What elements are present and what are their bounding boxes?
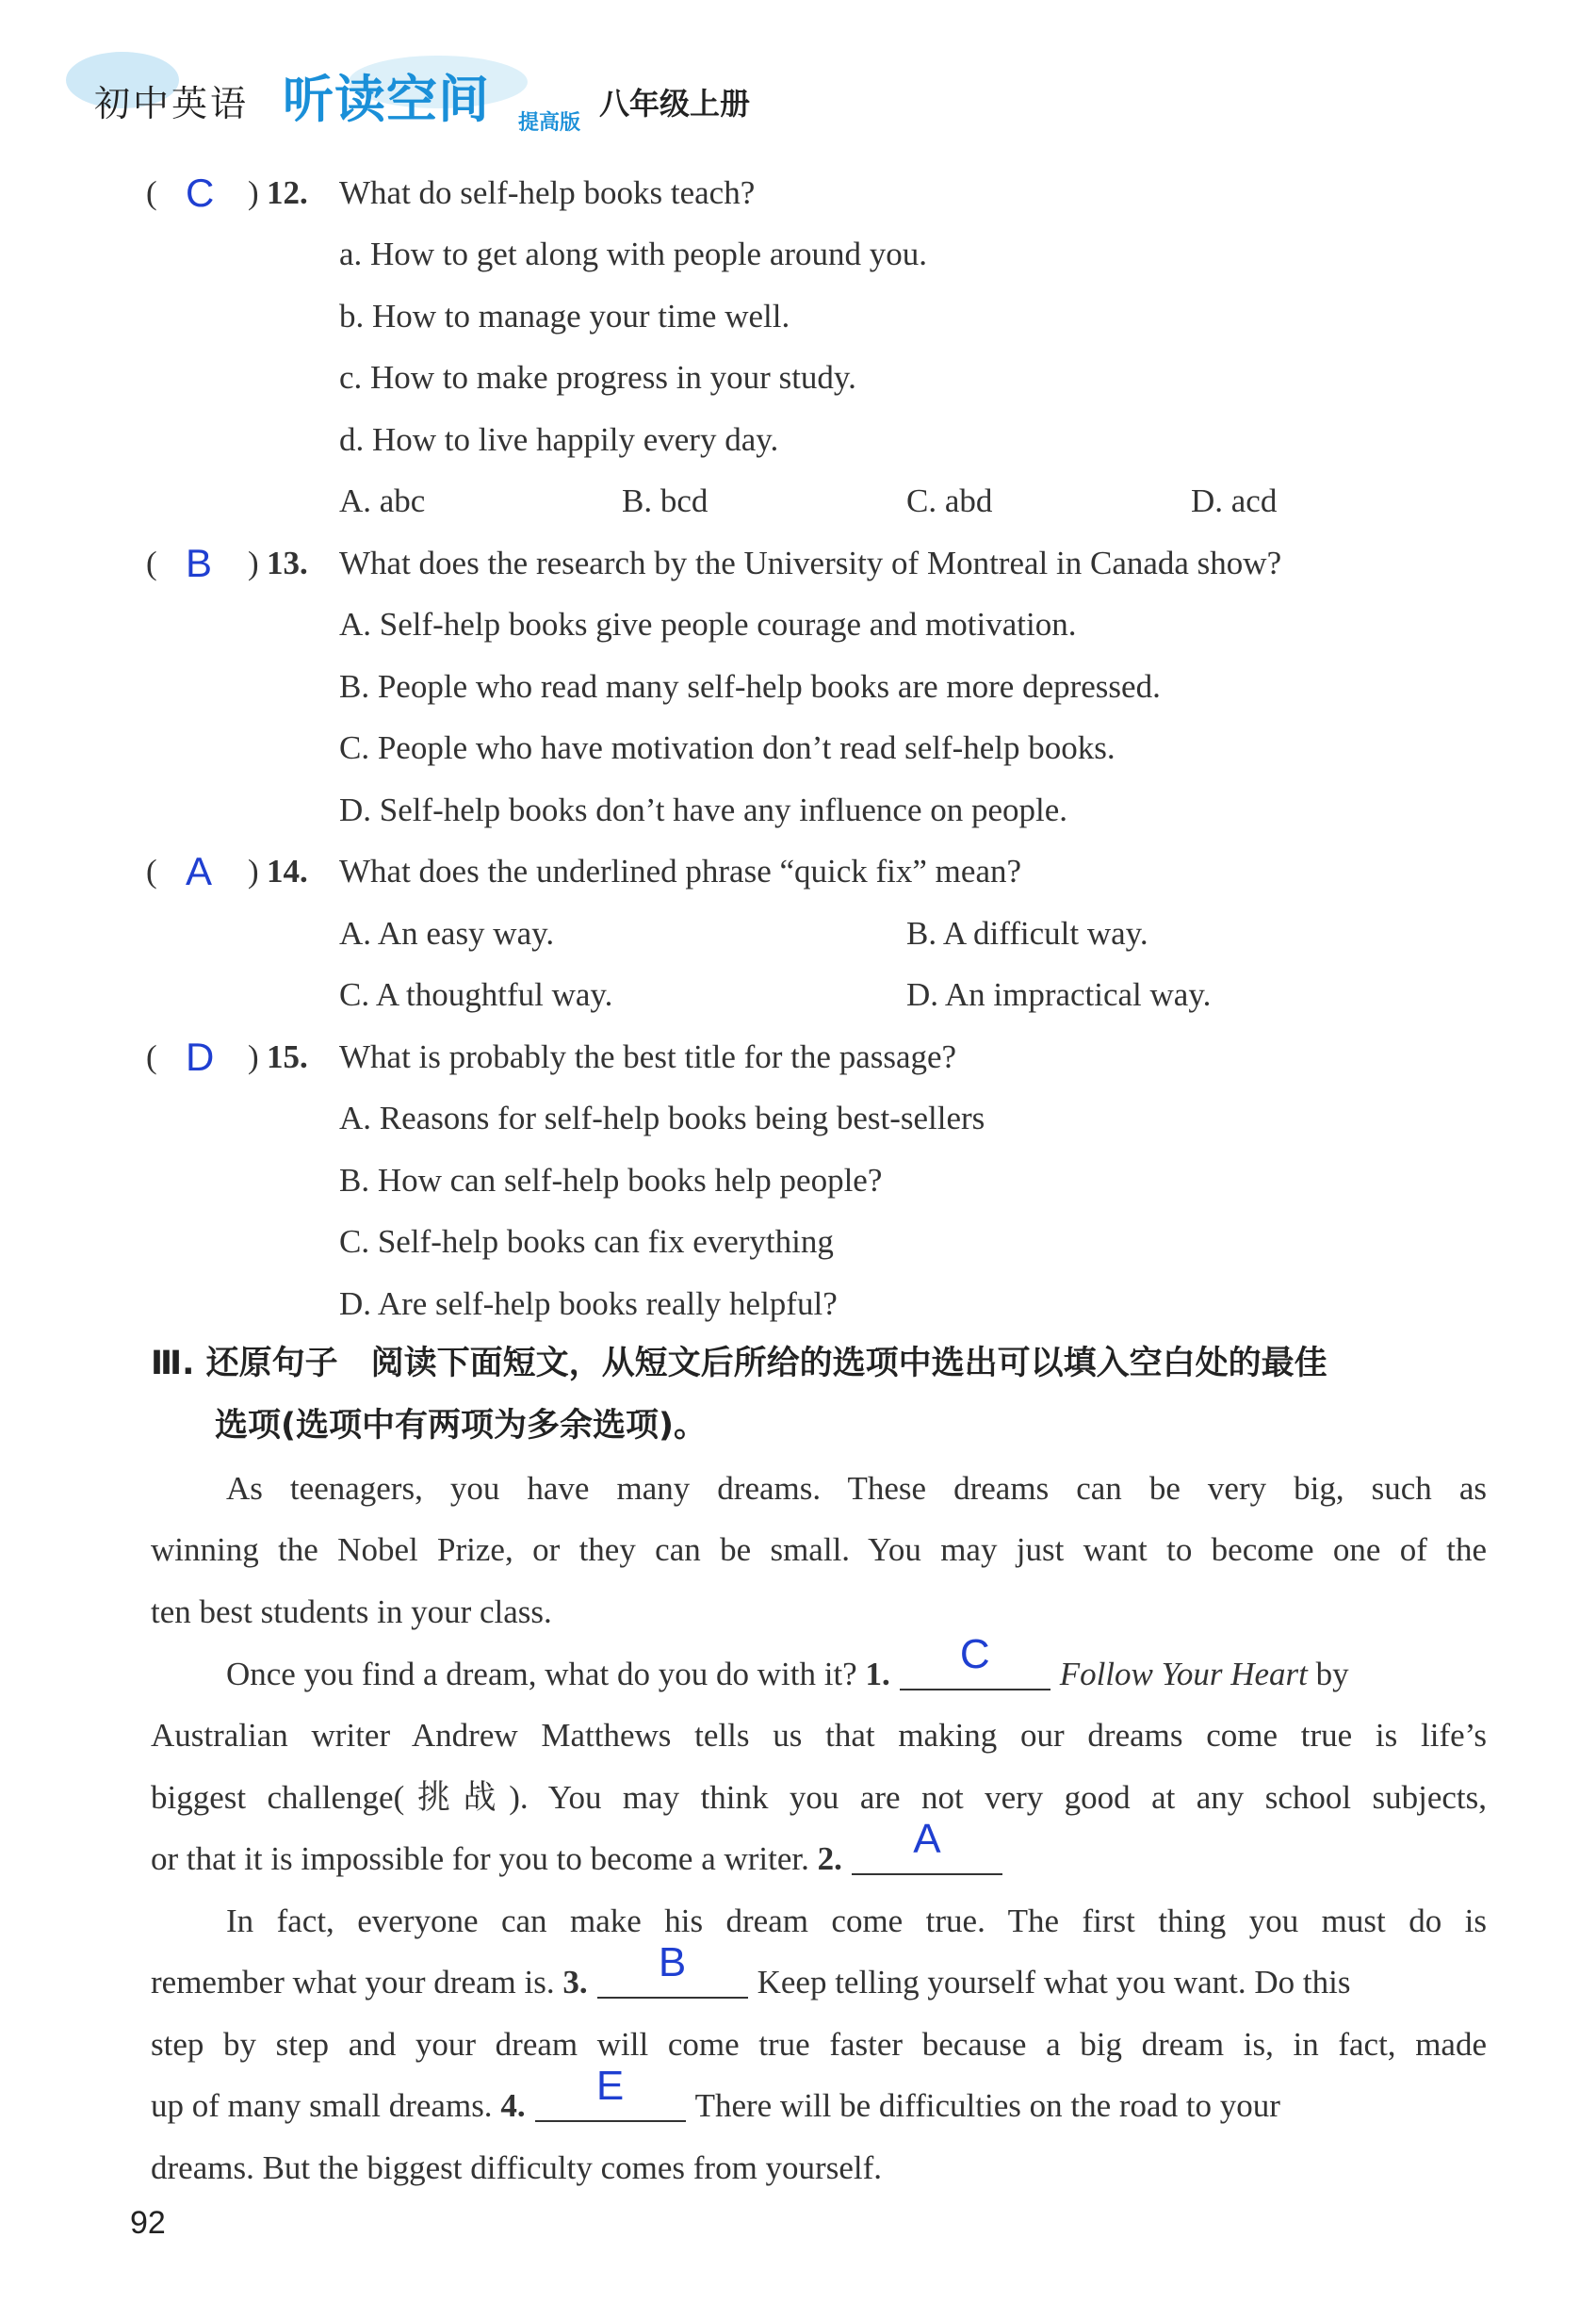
answer-mark: B (186, 541, 213, 585)
question-text: What is probably the best title for the passage? (339, 1038, 957, 1075)
blank-answer: A (913, 1816, 941, 1862)
passage-line: Australian writer Andrew Matthews tells us that making our dreams come true is life’s (151, 1717, 1487, 1754)
passage-line: dreams. But the biggest difficulty comes from yourself. (151, 2149, 882, 2186)
option-d: D. An impractical way. (906, 976, 1212, 1013)
blank-number: 4. (500, 2087, 526, 2124)
passage-line-blank-2: or that it is impossible for you to become a writer. 2. A (151, 1840, 1487, 1878)
passage-line: As teenagers, you have many dreams. These dreams can be very big, such as (226, 1470, 1487, 1507)
header-subject: 初中英语 (94, 83, 250, 124)
passage-line: winning the Nobel Prize, or they can be small. You may just want to become one of the (151, 1531, 1487, 1568)
option-a: A. Self-help books give people courage and motivation. (339, 606, 1077, 643)
statement-d: d. How to live happily every day. (339, 421, 779, 458)
option-c: C. People who have motivation don’t read self-help books. (339, 729, 1116, 766)
answer-mark: C (186, 171, 215, 215)
blank-number: 3. (562, 1964, 588, 2001)
passage-line: step by step and your dream will come true faster because a big dream is, in fact, made (151, 2026, 1487, 2063)
option-c: C. abd (906, 482, 993, 519)
passage-line-blank-4: up of many small dreams. 4. E There will be difficulties on the road to your (151, 2063, 1280, 2124)
header-edition: 提高版 (518, 111, 581, 135)
blank-answer: B (658, 1939, 687, 1985)
passage-line: biggest challenge(挑战). You may think you are not very good at any school subjects, (151, 1779, 1487, 1816)
option-d: D. Are self-help books really helpful? (339, 1285, 838, 1322)
answer-blank (900, 1631, 1050, 1690)
answer-blank (535, 2063, 686, 2122)
question-number: 15. (267, 1038, 308, 1075)
header-grade: 八年级上册 (599, 86, 751, 122)
statement-c: c. How to make progress in your study. (339, 359, 856, 396)
answer-mark: A (186, 849, 213, 893)
option-d: D. acd (1191, 482, 1278, 519)
blank-number: 1. (865, 1656, 890, 1692)
blank-answer: C (959, 1631, 990, 1677)
blank-answer: E (595, 2063, 625, 2109)
page-number: 92 (130, 2205, 166, 2241)
answer-blank (852, 1816, 1002, 1875)
option-c: C. Self-help books can fix everything (339, 1223, 834, 1260)
passage-line-blank-3: remember what your dream is. 3. B Keep telling yourself what you want. Do this (151, 1939, 1351, 2001)
header-series-logo: 听读空间 (283, 70, 490, 129)
option-a: A. An easy way. (339, 915, 555, 952)
statement-a: a. How to get along with people around you. (339, 236, 928, 272)
question-text: What do self-help books teach? (339, 174, 756, 211)
option-b: B. bcd (622, 482, 708, 519)
option-d: D. Self-help books don’t have any influence on people. (339, 792, 1068, 828)
option-a: A. Reasons for self-help books being best-sellers (339, 1100, 985, 1136)
option-b: B. A difficult way. (906, 915, 1148, 952)
option-b: B. People who read many self-help books are more depressed. (339, 668, 1161, 705)
section-heading-cont: 选项(选项中有两项为多余选项)。 (215, 1407, 707, 1445)
question-number: 14. (267, 853, 308, 890)
blank-number: 2. (817, 1840, 842, 1877)
question-text: What does the underlined phrase “quick fix” mean? (339, 853, 1022, 890)
book-title: Follow Your Heart (1059, 1656, 1308, 1692)
option-c: C. A thoughtful way. (339, 976, 613, 1013)
statement-b: b. How to manage your time well. (339, 298, 790, 335)
question-number: 13. (267, 545, 308, 581)
question-text: What does the research by the University of Montreal in Canada show? (339, 545, 1282, 581)
option-a: A. abc (339, 482, 426, 519)
option-b: B. How can self-help books help people? (339, 1162, 883, 1199)
passage-line-blank-1: Once you find a dream, what do you do with it? 1. C Follow Your Heart by (226, 1631, 1349, 1692)
answer-mark: D (186, 1035, 215, 1079)
passage-line: ten best students in your class. (151, 1593, 552, 1630)
page-header (66, 52, 820, 137)
section-heading: Ⅲ. 还原句子 阅读下面短文，从短文后所给的选项中选出可以填入空白处的最佳 (151, 1345, 1327, 1382)
passage-line: In fact, everyone can make his dream come true. The first thing you must do is (226, 1903, 1487, 1939)
question-number: 12. (267, 174, 308, 211)
answer-blank (597, 1939, 748, 1999)
